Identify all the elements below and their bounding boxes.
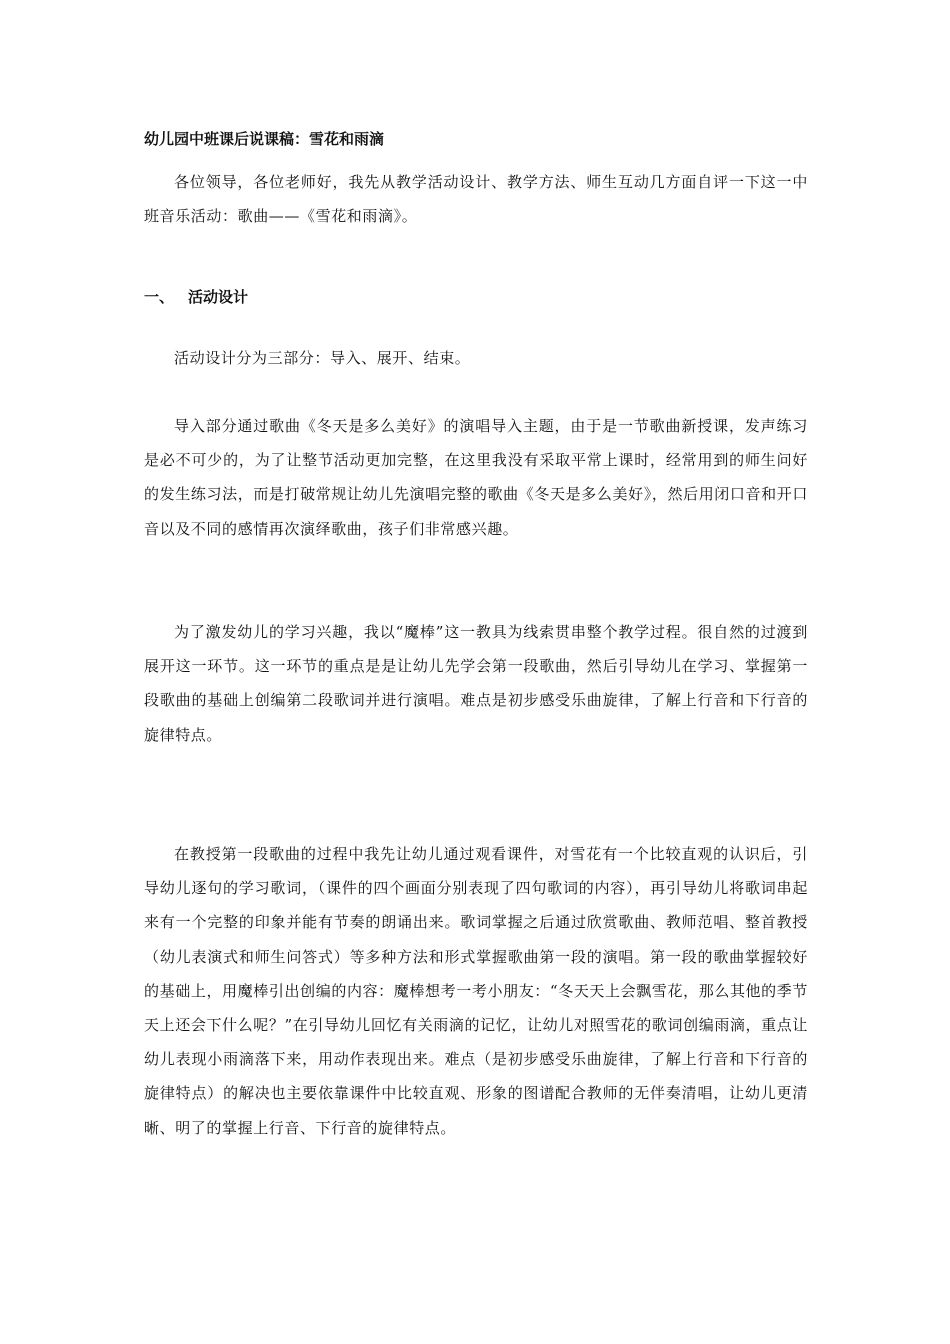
section-heading xyxy=(144,286,248,307)
document-title: 幼儿园中班课后说课稿：雪花和雨滴 xyxy=(144,130,385,148)
body-paragraph: 为了激发幼儿的学习兴趣，我以“魔棒”这一教具为线索贯串整个教学过程。很自然的过渡到展开这一环节。这一环节的重点是是让幼儿先学会第一段歌曲，然后引导幼儿在学习、掌握第一段歌曲的基础上创编第二段歌词并进行演唱。难点是初步感受乐曲旋律，了解上行音和下行音的旋律特点。 xyxy=(144,623,808,744)
section-number: 一、 xyxy=(144,288,175,306)
body-paragraph: 活动设计分为三部分：导入、展开、结束。 xyxy=(174,349,471,367)
intro-paragraph: 各位领导，各位老师好，我先从教学活动设计、教学方法、师生互动几方面自评一下这一中班音乐活动：歌曲——《雪花和雨滴》。 xyxy=(144,173,808,226)
body-paragraph: 在教授第一段歌曲的过程中我先让幼儿通过观看课件，对雪花有一个比较直观的认识后，引导幼儿逐句的学习歌词，（课件的四个画面分别表现了四句歌词的内容），再引导幼儿将歌词串起来有一个完整的印象并能有节奏的朗诵出来。歌词掌握之后通过欣赏歌曲、教师范唱、整首教授（幼儿表演式和师生问答式）等多种方法和形式掌握歌曲第一段的演唱。第一段的歌曲掌握较好的基础上，用魔棒引出创编的内容：魔棒想考一考小朋友：“冬天天上会飘雪花，那么其他的季节天上还会下什么呢？”在引导幼儿回忆有关雨滴的记忆，让幼儿对照雪花的歌词创编雨滴，重点让幼儿表现小雨滴落下来，用动作表现出来。难点（是初步感受乐曲旋律，了解上行音和下行音的旋律特点）的解决也主要依靠课件中比较直观、形象的图谱配合教师的无伴奏清唱，让幼儿更清晰、明了的掌握上行音、下行音的旋律特点。 xyxy=(144,845,808,1137)
body-paragraph: 导入部分通过歌曲《冬天是多么美好》的演唱导入主题，由于是一节歌曲新授课，发声练习是必不可少的，为了让整节活动更加完整，在这里我没有采取平常上课时，经常用到的师生问好的发生练习法，而是打破常规让幼儿先演唱完整的歌曲《冬天是多么美好》，然后用闭口音和开口音以及不同的感情再次演绎歌曲，孩子们非常感兴趣。 xyxy=(144,417,808,538)
section-title: 活动设计 xyxy=(188,288,249,306)
